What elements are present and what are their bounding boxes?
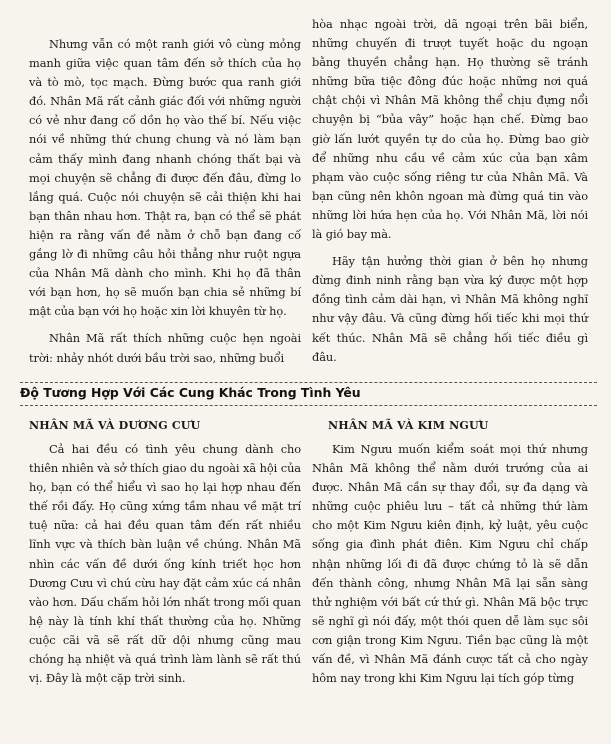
- paragraph: Nhân Mã rất thích những cuộc hẹn ngoài trời: nhảy nhót dưới bầu trời sao, những buổi: [29, 331, 301, 365]
- subsection-heading: NHÂN MÃ VÀ KIM NGƯU: [328, 419, 489, 432]
- paragraph: Kim Ngưu muốn kiểm soát mọi thứ nhưng Nhân Mã không thể nằm dưới trướng của ai được. Nhân Mã cần sự thay đổi, sự đa dạng và những cuộc phiêu lưu – tất cả những thứ làm cho một Kim Ngưu kiên định, kỷ luật, yêu cuộc sống gia đình phát điên. Kim Ngưu chỉ chấp nhận những lối đi đã được chứng tỏ là sẽ dẫn đến thành công, nhưng Nhân Mã lại sẵn sàng thử nghiệm với bất cứ thứ gì. Nhân Mã bộc trực sẽ nghĩ gì nói đấy, một thói quen dễ làm sục sôi cơn giận trong Kim Ngưu. Tiền bạc cũng là một vấn đề, vì Nhân Mã đánh cược tất cả cho ngày hôm nay trong khi Kim Ngưu lại tích góp từng: [312, 442, 588, 686]
- subsection-heading: NHÂN MÃ VÀ DƯƠNG CƯU: [29, 419, 201, 432]
- top-right-column: [312, 15, 588, 375]
- top-left-column: [29, 35, 301, 376]
- section-title: Độ Tương Hợp Với Các Cung Khác Trong Tình Yêu: [20, 385, 361, 400]
- paragraph: Hãy tận hưởng thời gian ở bên họ nhưng đừng đinh ninh rằng bạn vừa ký được một hợp đồng tình cảm dài hạn, vì Nhân Mã không nghĩ như vậy đâu. Và cũng đừng hối tiếc khi mọi thứ kết thúc. Nhân Mã sẽ chẳng hối tiếc điều gì đâu.: [312, 254, 588, 364]
- bottom-left-column: [29, 418, 301, 688]
- paragraph: Cả hai đều có tình yêu chung dành cho thiên nhiên và sở thích giao du ngoài xã hội của họ, bạn có thể hiểu vì sao họ lại hợp nhau đến thế rồi đấy. Họ cũng xứng tầm nhau về mặt trí tuệ nữa: cả hai đều quan tâm đến rất nhiều lĩnh vực và thích bàn luận về chúng. Nhân Mã nhìn các vấn đề dưới ống kính triết học hơn Dương Cưu vì chú cừu hay đặt cảm xúc cá nhân vào hơn. Dấu chấm hỏi lớn nhất trong mối quan hệ này là tính khí thất thường của họ. Những cuộc cãi vã sẽ rất dữ dội nhưng cũng mau chóng hạ nhiệt và quá trình làm lành sẽ rất thú vị. Đây là một cặp trời sinh.: [29, 442, 301, 686]
- bottom-right-column: [312, 418, 588, 688]
- paragraph: Nhưng vẫn có một ranh giới vô cùng mỏng manh giữa việc quan tâm đến sở thích của họ và tò mò, tọc mạch. Đừng bước qua ranh giới đó. Nhân Mã rất cảnh giác đối với những người có vẻ như đang cố dồn họ vào thế bí. Nếu việc nói về những thứ chung chung và nó làm bạn cảm thấy mình đang nhanh chóng thất bại và mọi chuyện sẽ chẳng đi được đến đâu, đừng lo lắng quá. Cuộc nói chuyện sẽ cải thiện khi hai bạn thân nhau hơn. Thật ra, bạn có thể sẽ phát hiện ra rằng vấn đề nằm ở chỗ bạn đang cố gắng lờ đi những câu hỏi thẳng như ruột ngựa của Nhân Mã dành cho mình. Khi họ đã thân với bạn hơn, họ sẽ muốn bạn chia sẻ những bí mật của bạn với họ hoặc xin lời khuyên từ họ.: [29, 37, 301, 319]
- paragraph: hòa nhạc ngoài trời, dã ngoại trên bãi biển, những chuyến đi trượt tuyết hoặc du ngoạn bằng thuyền chẳng hạn. Họ thường sẽ tránh những bữa tiệc đông đúc hoặc những nơi quá chật chội vì Nhân Mã không thể chịu đựng nổi chuyện bị “bủa vây” hoặc hạn chế. Đừng bao giờ lấn lướt quyền tự do của họ. Đừng bao giờ để những nhu cầu về cảm xúc của bạn xâm phạm vào cuộc sống riêng tư của Nhân Mã. Và bạn cũng nên khôn ngoan mà đừng quá tin vào những lời hứa hẹn của họ. Với Nhân Mã, lời nói là gió bay mà.: [312, 17, 588, 242]
